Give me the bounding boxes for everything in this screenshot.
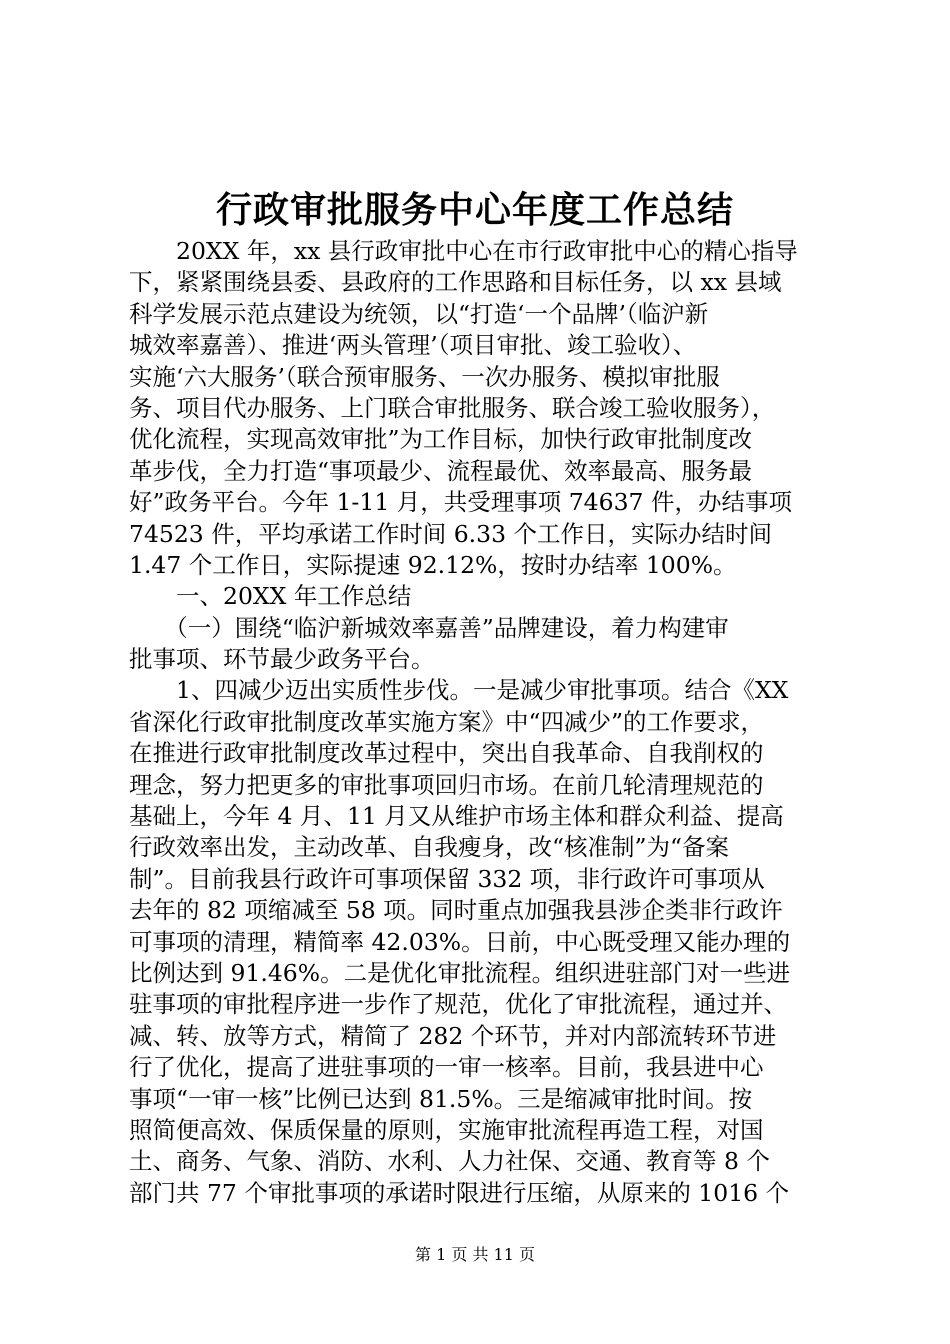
body-line: 科学发展示范点建设为统领，以“打造‘一个品牌’（临沪新 xyxy=(129,299,709,328)
body-line: 实施‘六大服务’（联合预审服务、一次办服务、模拟审批服 xyxy=(129,362,720,391)
body-line: 照简便高效、保质保量的原则，实施审批流程再造工程，对国 xyxy=(129,1115,764,1144)
body-line: 理念，努力把更多的审批事项回归市场。在前几轮清理规范的 xyxy=(129,770,764,799)
body-line: 行政效率出发，主动改革、自我瘦身，改“核准制”为“备案 xyxy=(129,833,730,862)
body-line: 革步伐，全力打造“事项最少、流程最优、效率最高、服务最 xyxy=(129,456,753,485)
body-line: 土、商务、气象、消防、水利、人力社保、交通、教育等 8 个 xyxy=(129,1147,770,1176)
body-line: 部门共 77 个审批事项的承诺时限进行压缩，从原来的 1016 个 xyxy=(129,1178,790,1207)
body-line: 事项“一审一核”比例已达到 81.5%。三是缩减审批时间。按 xyxy=(129,1084,753,1113)
body-line: 基础上，今年 4 月、11 月又从维护市场主体和群众利益、提高 xyxy=(129,802,784,831)
body-line: 省深化行政审批制度改革实施方案》中“四减少”的工作要求， xyxy=(129,707,765,736)
body-line: 比例达到 91.46%。二是优化审批流程。组织进驻部门对一些进 xyxy=(129,958,791,987)
body-line: 优化流程，实现高效审批”为工作目标，加快行政审批制度改 xyxy=(129,425,753,454)
body-line: 减、转、放等方式，精简了 282 个环节，并对内部流转环节进 xyxy=(129,1021,777,1050)
page-number: 第 1 页 共 11 页 xyxy=(415,1245,535,1264)
body-line: 20XX 年，xx 县行政审批中心在市行政审批中心的精心指导 xyxy=(129,237,798,265)
subsection-heading: （一）围绕“临沪新城效率嘉善”品牌建设，着力构建审 xyxy=(129,613,729,642)
body-line: 驻事项的审批程序进一步作了规范，优化了审批流程，通过并、 xyxy=(129,990,787,1019)
body-line: 可事项的清理，精简率 42.03%。日前，中心既受理又能办理的 xyxy=(129,927,791,956)
body-line: 1.47 个工作日，实际提速 92.12%，按时办结率 100%。 xyxy=(129,550,737,579)
body-line: 在推进行政审批制度改革过程中，突出自我革命、自我削权的 xyxy=(129,739,764,768)
subsection-heading: 批事项、环节最少政务平台。 xyxy=(129,645,435,674)
body-line: 好”政务平台。今年 1-11 月，共受理事项 74637 件，办结事项 xyxy=(129,488,792,517)
body-line: 1、四减少迈出实质性步伐。一是减少审批事项。结合《XX xyxy=(129,676,789,705)
document-body xyxy=(129,236,835,1209)
body-line: 行了优化，提高了进驻事项的一审一核率。目前，我县进中心 xyxy=(129,1053,764,1082)
body-line: 制”。目前我县行政许可事项保留 332 项，非行政许可事项从 xyxy=(129,864,765,893)
body-line: 务、项目代办服务、上门联合审批服务、联合竣工验收服务）， xyxy=(129,393,776,422)
document-title: 行政审批服务中心年度工作总结 xyxy=(215,189,734,231)
body-line: 74523 件，平均承诺工作时间 6.33 个工作日，实际办结时间 xyxy=(129,519,772,548)
body-line: 去年的 82 项缩减至 58 项。同时重点加强我县涉企类非行政许 xyxy=(129,896,783,925)
section-heading: 一、20XX 年工作总结 xyxy=(129,582,412,611)
body-line: 城效率嘉善）、推进‘两头管理’（项目审批、竣工验收）、 xyxy=(129,331,697,360)
body-line: 下，紧紧围绕县委、县政府的工作思路和目标任务，以 xx 县域 xyxy=(129,268,782,297)
